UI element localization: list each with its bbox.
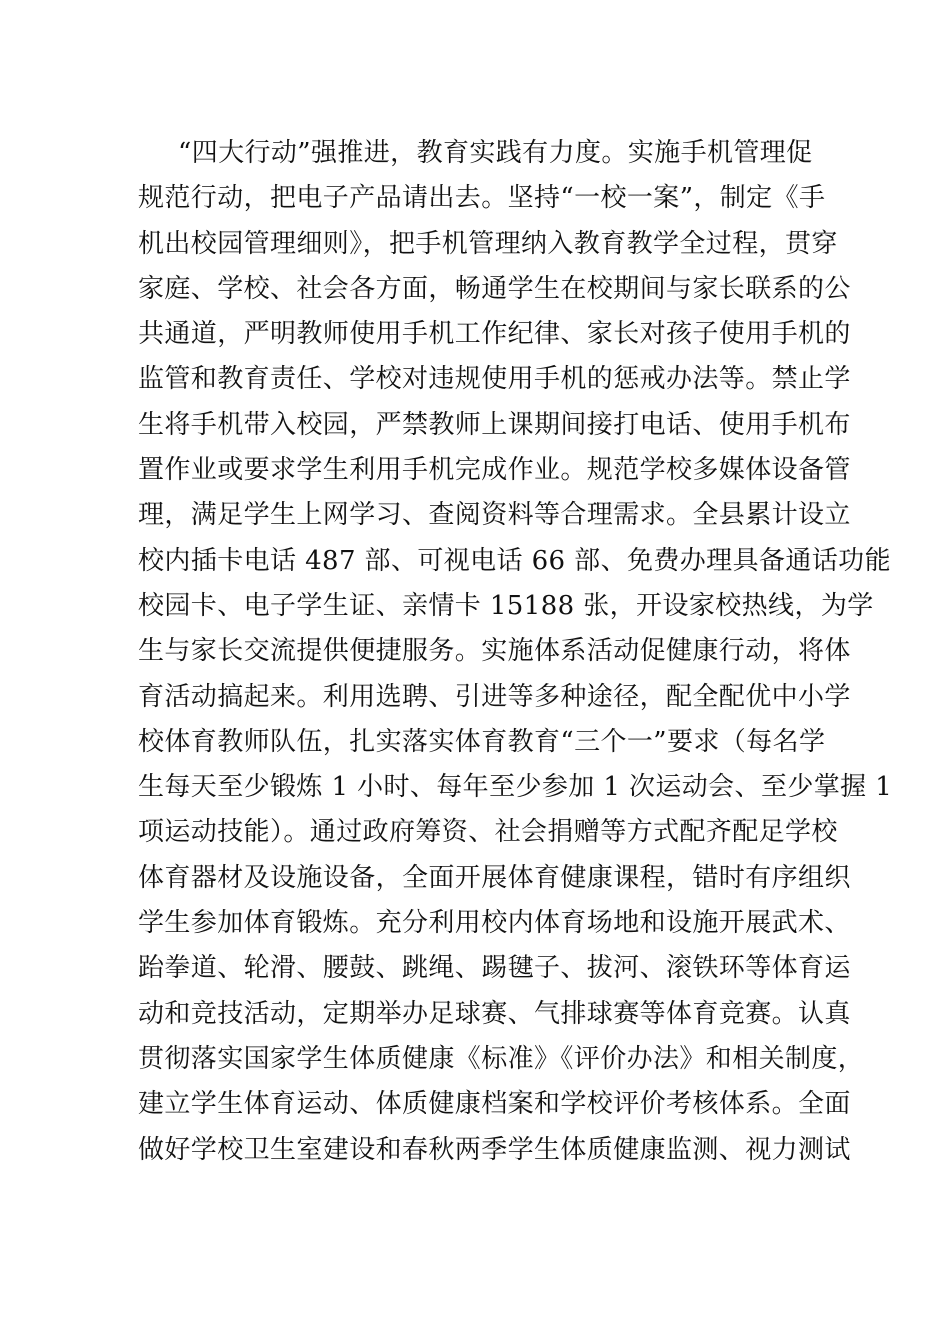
text-line: 校园卡、电子学生证、亲情卡 15188 张，开设家校热线，为学 (138, 590, 874, 621)
text-line: 校内插卡电话 487 部、可视电话 66 部、免费办理具备通话功能 (138, 545, 891, 576)
text-line: 共通道，严明教师使用手机工作纪律、家长对孩子使用手机的 (138, 319, 851, 350)
body-paragraph (138, 131, 893, 1173)
text-line: 动和竞技活动，定期举办足球赛、气排球赛等体育竞赛。认真 (138, 998, 851, 1029)
text-line: 监管和教育责任、学校对违规使用手机的惩戒办法等。禁止学 (138, 364, 851, 395)
text-line: 跆拳道、轮滑、腰鼓、跳绳、踢毽子、拔河、滚铁环等体育运 (138, 953, 851, 984)
text-line: 生将手机带入校园，严禁教师上课期间接打电话、使用手机布 (138, 409, 851, 440)
text-line: 学生参加体育锻炼。充分利用校内体育场地和设施开展武术、 (138, 908, 851, 939)
text-line: 贯彻落实国家学生体质健康《标准》《评价办法》和相关制度， (138, 1043, 865, 1074)
text-line: 生与家长交流提供便捷服务。实施体系活动促健康行动，将体 (138, 636, 851, 667)
text-line: 建立学生体育运动、体质健康档案和学校评价考核体系。全面 (138, 1089, 851, 1120)
text-line: 规范行动，把电子产品请出去。坚持“一校一案”，制定《手 (138, 183, 826, 214)
text-line: 育活动搞起来。利用选聘、引进等多种途径，配全配优中小学 (138, 681, 851, 712)
text-line: 家庭、学校、社会各方面，畅通学生在校期间与家长联系的公 (138, 273, 851, 304)
text-line: 做好学校卫生室建设和春秋两季学生体质健康监测、视力测试 (138, 1134, 851, 1165)
text-line: 置作业或要求学生利用手机完成作业。规范学校多媒体设备管 (138, 455, 851, 486)
text-line: “四大行动”强推进，教育实践有力度。实施手机管理促 (178, 138, 813, 168)
text-line: 项运动技能）。通过政府筹资、社会捐赠等方式配齐配足学校 (138, 817, 838, 848)
text-line: 体育器材及设施设备，全面开展体育健康课程，错时有序组织 (138, 862, 851, 893)
text-line: 机出校园管理细则》，把手机管理纳入教育教学全过程，贯穿 (138, 228, 838, 259)
text-line: 校体育教师队伍，扎实落实体育教育“三个一”要求（每名学 (138, 726, 826, 757)
text-line: 生每天至少锻炼 1 小时、每年至少参加 1 次运动会、至少掌握 1 (138, 772, 893, 803)
text-line: 理，满足学生上网学习、查阅资料等合理需求。全县累计设立 (138, 500, 851, 531)
